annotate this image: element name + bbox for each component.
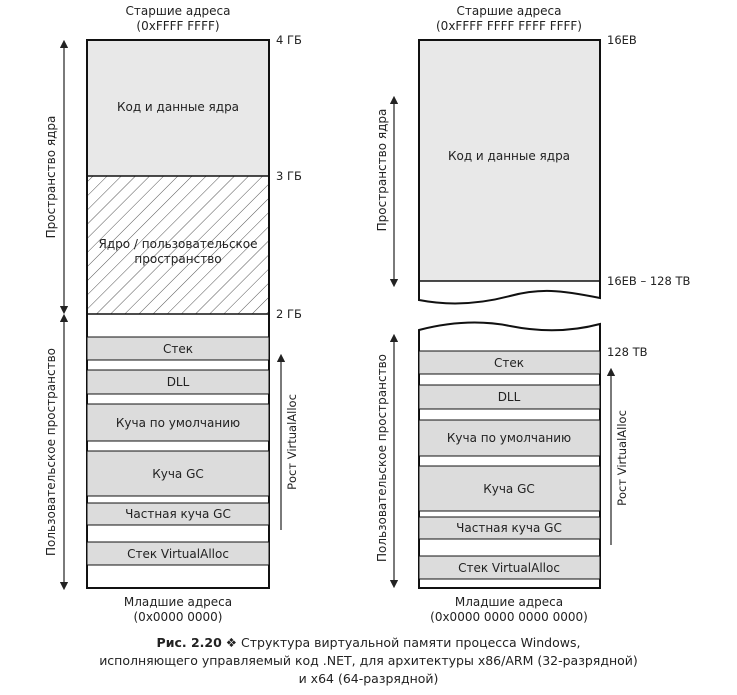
right-mark-128tb: 128 TB: [607, 345, 648, 359]
left-diagram: [44, 4, 302, 624]
left-bottom-label-1: Младшие адреса: [123, 595, 233, 609]
right-block-private-gc-heap: Частная куча GC: [456, 521, 562, 535]
left-top-label-1: Старшие адреса: [125, 4, 231, 18]
caption-fig-number: Рис. 2.20: [156, 635, 222, 650]
caption-line-1: [0, 634, 737, 652]
left-virtualalloc-label: Рост VirtualAlloc: [285, 394, 299, 490]
left-mark-4gb: 4 ГБ: [276, 33, 302, 47]
left-block-gc-heap: Куча GC: [152, 467, 204, 481]
figure-caption: [0, 634, 737, 688]
right-top-label-1: Старшие адреса: [456, 4, 562, 18]
right-block-stack: Стек: [494, 356, 524, 370]
caption-separator: ❖: [225, 635, 238, 650]
left-kernel-user-label-2: пространство: [134, 252, 222, 266]
right-block-gc-heap: Куча GC: [483, 482, 535, 496]
left-bottom-label-2: (0x0000 0000): [133, 610, 223, 624]
right-user-space-label: Пользовательское пространство: [375, 354, 389, 562]
left-kernel-space-label: Пространство ядра: [44, 115, 58, 239]
right-bottom-label-1: Младшие адреса: [454, 595, 564, 609]
right-kernel-space-label: Пространство ядра: [375, 108, 389, 232]
right-bottom-label-2: (0x0000 0000 0000 0000): [430, 610, 588, 624]
right-diagram: [375, 4, 690, 624]
right-mark-16eb-128tb: 16EB – 128 TB: [607, 274, 691, 288]
right-mark-16eb: 16EB: [607, 33, 637, 47]
right-kernel-code-label: Код и данные ядра: [447, 149, 571, 163]
left-block-dll: DLL: [166, 375, 190, 389]
right-top-label-2: (0xFFFF FFFF FFFF FFFF): [436, 19, 582, 33]
right-block-default-heap: Куча по умолчанию: [446, 431, 572, 445]
left-kernel-user-label-1: Ядро / пользовательское: [98, 237, 258, 251]
right-block-dll: DLL: [497, 390, 521, 404]
left-block-default-heap: Куча по умолчанию: [115, 416, 241, 430]
left-block-private-gc-heap: Частная куча GC: [125, 507, 231, 521]
left-block-stack: Стек: [163, 342, 193, 356]
left-user-space-label: Пользовательское пространство: [44, 348, 58, 556]
left-mark-3gb: 3 ГБ: [276, 169, 302, 183]
right-virtualalloc-label: Рост VirtualAlloc: [615, 410, 629, 506]
left-mark-2gb: 2 ГБ: [276, 307, 302, 321]
caption-text-2: исполняющего управляемый код .NET, для архитектуры x86/ARM (32-разрядной): [99, 653, 638, 668]
left-top-label-2: (0xFFFF FFFF): [136, 19, 220, 33]
right-block-virtualalloc-stack: Стек VirtualAlloc: [458, 561, 560, 575]
left-block-virtualalloc-stack: Стек VirtualAlloc: [127, 547, 229, 561]
caption-text-3: и x64 (64-разрядной): [298, 671, 439, 686]
left-kernel-code-label: Код и данные ядра: [116, 100, 240, 114]
caption-text-1: Структура виртуальной памяти процесса Windows,: [241, 635, 581, 650]
